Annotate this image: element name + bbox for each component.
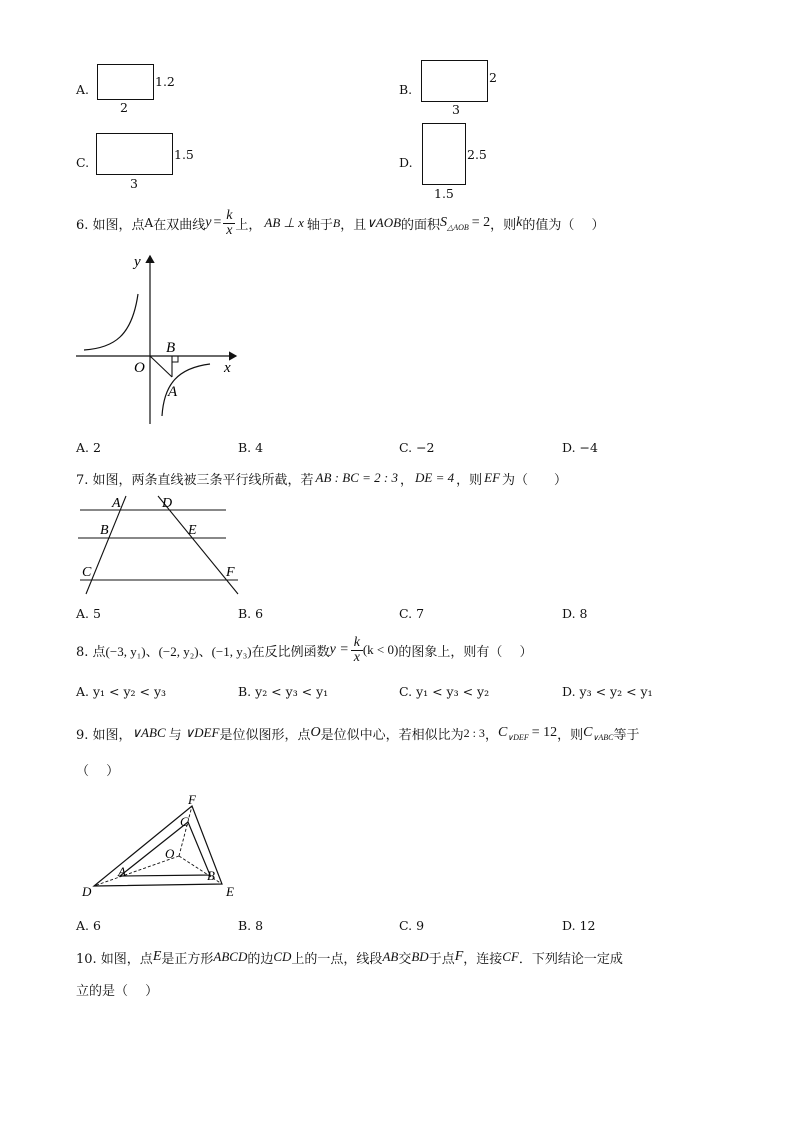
- fig7-d-label: D: [162, 496, 173, 511]
- q9-choice-c[interactable]: C. 9: [399, 918, 425, 933]
- homothety-figure: [76, 790, 246, 900]
- question-6-stem: 6. 如图，点 A 在双曲线 y = k x 上， AB ⊥ x 轴于 B ，且 ∨AOB 的面积 S △AOB = 2 ，则 k 的值为（ ）: [76, 207, 605, 238]
- fig9-o-label: O: [165, 846, 175, 861]
- question-9-bracket: （ ）: [76, 764, 120, 779]
- segment-oa: [150, 356, 172, 377]
- q9-choice-d[interactable]: D. 12: [562, 918, 596, 933]
- hyperbola-branch-upper: [84, 294, 138, 350]
- question-7-stem: 7. 如图，两条直线被三条平行线所截，若 AB : BC = 2 : 3 ， DE = 4 ，则 EF 为（ ）: [76, 470, 568, 488]
- fig9-c-label: C: [180, 814, 189, 829]
- fig9-b-label: B: [207, 868, 215, 883]
- option-d-height: 2.5: [467, 147, 487, 162]
- fig9-a-label: A: [118, 864, 126, 879]
- option-b-rectangle: [421, 60, 488, 102]
- fig6-y-label: y: [134, 254, 141, 270]
- question-8-stem: 8. 点 (−3, y₁)、(−2, y₂)、(−1, y₃) 在反比例函数 y = k x (k < 0) 的图象上，则有（ ）: [76, 634, 533, 665]
- q6-choice-c[interactable]: C. −2: [399, 440, 435, 455]
- q7-choice-d[interactable]: D. 8: [562, 606, 588, 621]
- option-d-width: 1.5: [434, 186, 454, 201]
- fig6-o-label: O: [134, 360, 145, 376]
- hyperbola-figure: [70, 248, 250, 428]
- fig7-c-label: C: [82, 565, 92, 580]
- fig6-b-label: B: [166, 340, 176, 356]
- q7-choice-b[interactable]: B. 6: [238, 606, 264, 621]
- q8-choice-b[interactable]: B. y₂ < y₃ < y₁: [238, 684, 329, 699]
- fig7-f-label: F: [226, 565, 235, 580]
- question-10-stem: 10. 如图，点 E 是正方形 ABCD 的边 CD 上的一点，线段 AB 交 BD 于点 F ，连接 CF ．下列结论一定成: [76, 949, 623, 967]
- fraction-k-over-x: k x: [223, 209, 235, 238]
- fig7-e-label: E: [188, 523, 197, 538]
- option-c-label: C.: [76, 155, 90, 170]
- fraction-k-over-x-q8: k x: [351, 636, 363, 665]
- q6-choice-a[interactable]: A. 2: [76, 440, 101, 455]
- option-d-label: D.: [399, 155, 413, 170]
- q7-choice-c[interactable]: C. 7: [399, 606, 425, 621]
- option-a-label: A.: [76, 82, 90, 97]
- option-b-label: B.: [399, 82, 413, 97]
- q7-choice-a[interactable]: A. 5: [76, 606, 101, 621]
- q8-choice-c[interactable]: C. y₁ < y₃ < y₂: [399, 684, 490, 699]
- fig6-a-label: A: [168, 384, 178, 400]
- question-10-stem-cont: 立的是（ ）: [76, 984, 159, 999]
- q6-choice-d[interactable]: D. −4: [562, 440, 598, 455]
- option-b-width: 3: [452, 102, 460, 117]
- fig7-a-label: A: [112, 496, 121, 511]
- q6-choice-b[interactable]: B. 4: [238, 440, 264, 455]
- q8-choice-a[interactable]: A. y₁ < y₂ < y₃: [76, 684, 167, 699]
- parallel-lines-figure: [76, 494, 246, 596]
- fig9-d-label: D: [82, 884, 92, 899]
- q9-choice-b[interactable]: B. 8: [238, 918, 264, 933]
- option-d-rectangle: [422, 123, 466, 185]
- fig9-e-label: E: [226, 884, 234, 899]
- fig6-x-label: x: [224, 360, 231, 376]
- fig9-f-label: F: [188, 792, 196, 807]
- q8-choice-d[interactable]: D. y₃ < y₂ < y₁: [562, 684, 653, 699]
- option-a-rectangle: [97, 64, 154, 100]
- option-a-width: 2: [120, 100, 128, 115]
- ray-oe: [179, 856, 222, 884]
- option-b-height: 2: [489, 70, 497, 85]
- option-c-rectangle: [96, 133, 173, 175]
- fig7-b-label: B: [100, 523, 109, 538]
- q9-choice-a[interactable]: A. 6: [76, 918, 101, 933]
- right-angle-mark: [172, 356, 178, 362]
- option-c-width: 3: [130, 176, 138, 191]
- question-9-stem: 9. 如图， ∨ABC 与 ∨DEF 是位似图形，点 O 是位似中心，若相似比为 2 : 3 ， C ∨DEF = 12 ，则 C ∨ABC 等于: [76, 725, 640, 743]
- option-a-height: 1.2: [155, 74, 175, 89]
- option-c-height: 1.5: [174, 147, 194, 162]
